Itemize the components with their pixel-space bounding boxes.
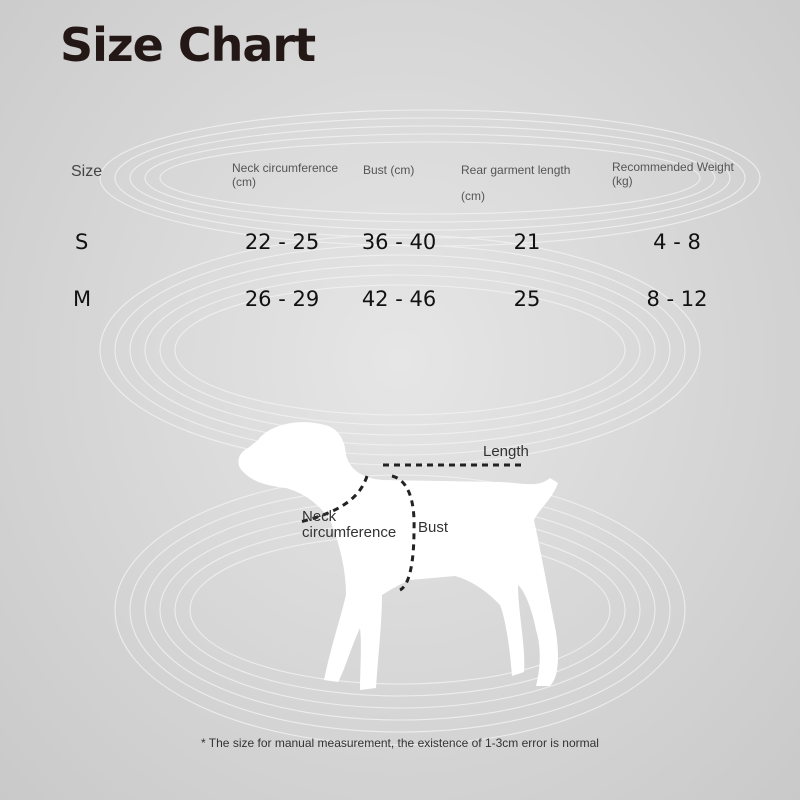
header-weight-line1: Recommended Weight xyxy=(612,160,734,174)
neck-label xyxy=(302,509,396,541)
footnote: * The size for manual measurement, the existence of 1-3cm error is normal xyxy=(201,736,599,750)
row-weight: 4 - 8 xyxy=(653,230,701,254)
header-size: Size xyxy=(71,163,103,180)
row-neck: 22 - 25 xyxy=(244,230,320,254)
row-length: 21 xyxy=(513,230,541,254)
header-length-line2: (cm) xyxy=(461,189,485,203)
header-neck-line2: (cm) xyxy=(232,175,256,189)
neck-label-line1: Neck xyxy=(302,508,337,525)
row-neck: 26 - 29 xyxy=(244,287,320,311)
dog-silhouette xyxy=(238,422,558,690)
page-title: Size Chart xyxy=(60,18,316,72)
length-label: Length xyxy=(483,443,529,460)
row-weight: 8 - 12 xyxy=(646,287,708,311)
bust-label: Bust xyxy=(418,519,449,536)
row-length: 25 xyxy=(513,287,541,311)
header-length-line1: Rear garment length xyxy=(461,163,571,177)
header-neck-line1: Neck circumference xyxy=(232,161,339,175)
row-bust: 36 - 40 xyxy=(361,230,437,254)
header-bust: Bust (cm) xyxy=(363,163,415,177)
neck-label-line2: circumference xyxy=(302,524,397,541)
row-bust: 42 - 46 xyxy=(361,287,437,311)
header-weight-line2: (kg) xyxy=(612,174,633,188)
row-size: S xyxy=(75,230,89,254)
row-size: M xyxy=(73,287,92,311)
